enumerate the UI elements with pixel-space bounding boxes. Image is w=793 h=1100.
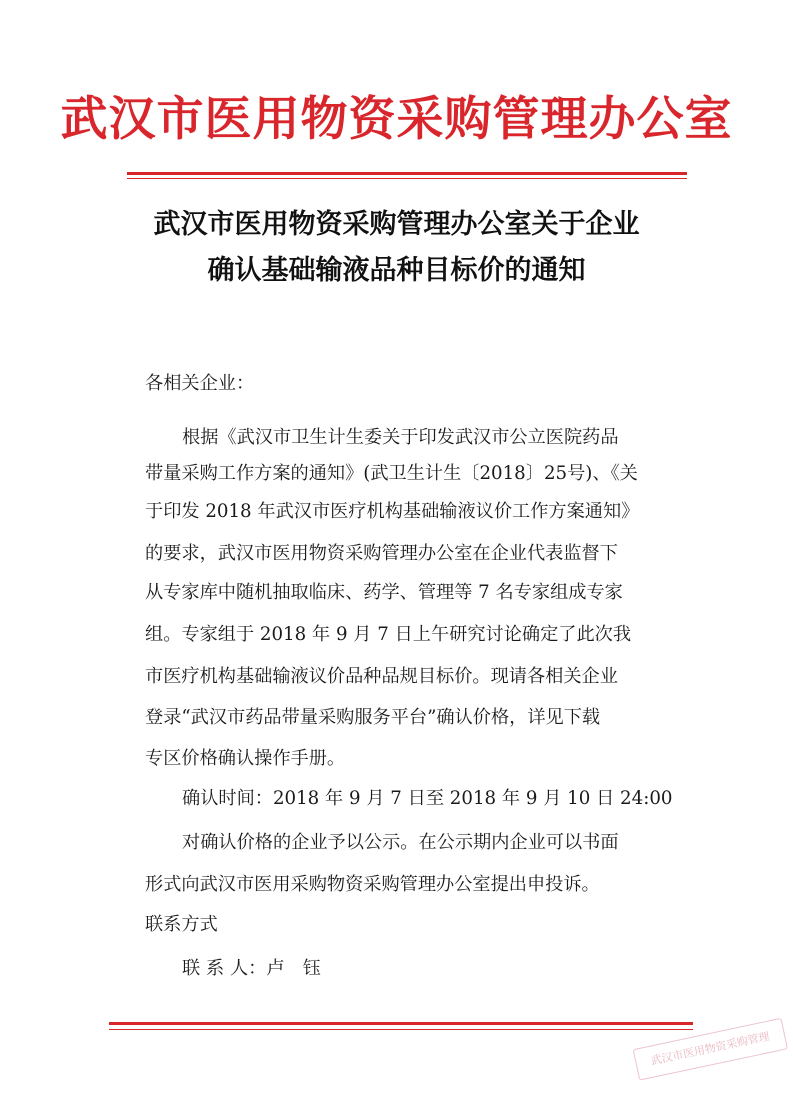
masthead-rule-thin <box>127 178 687 179</box>
watermark-stamp: 武汉市医用物资采购管理 <box>633 1018 788 1081</box>
paragraph-line: 市医疗机构基础输液议价品种品规目标价。现请各相关企业 <box>145 666 618 687</box>
paragraph-line: 形式向武汉市医用采购物资采购管理办公室提出申投诉。 <box>145 874 600 895</box>
paragraph-line: 对确认价格的企业予以公示。在公示期内企业可以书面 <box>182 832 619 853</box>
notice-title-line-1: 武汉市医用物资采购管理办公室关于企业 <box>153 209 640 240</box>
paragraph-line: 组。专家组于 2018 年 9 月 7 日上午研究讨论确定了此次我 <box>145 624 632 645</box>
footer-rule-thick <box>109 1022 693 1025</box>
contact-heading: 联系方式 <box>145 914 218 935</box>
paragraph-line: 登录“武汉市药品带量采购服务平台”确认价格，详见下载 <box>145 707 601 728</box>
paragraph-line: 根据《武汉市卫生计生委关于印发武汉市公立医院药品 <box>182 427 619 448</box>
notice-title-line-2: 确认基础输液品种目标价的通知 <box>207 255 586 286</box>
contact-person: 联 系 人：卢 钰 <box>182 958 321 979</box>
paragraph-line: 专区价格确认操作手册。 <box>145 748 346 769</box>
confirm-time: 确认时间：2018 年 9 月 7 日至 2018 年 9 月 10 日 24:00 <box>182 788 673 809</box>
masthead-org-name: 武汉市医用物资采购管理办公室 <box>60 92 733 147</box>
paragraph-line: 带量采购工作方案的通知》(武卫生计生〔2018〕25号)、《关 <box>145 463 638 484</box>
paragraph-line: 的要求，武汉市医用物资采购管理办公室在企业代表监督下 <box>145 543 618 564</box>
salutation: 各相关企业： <box>145 373 255 394</box>
masthead-rule-thick <box>127 172 687 175</box>
footer-rule-thin <box>109 1029 693 1030</box>
paragraph-line: 于印发 2018 年武汉市医疗机构基础输液议价工作方案通知》 <box>145 501 640 522</box>
paragraph-line: 从专家库中随机抽取临床、药学、管理等 7 名专家组成专家 <box>145 582 623 603</box>
